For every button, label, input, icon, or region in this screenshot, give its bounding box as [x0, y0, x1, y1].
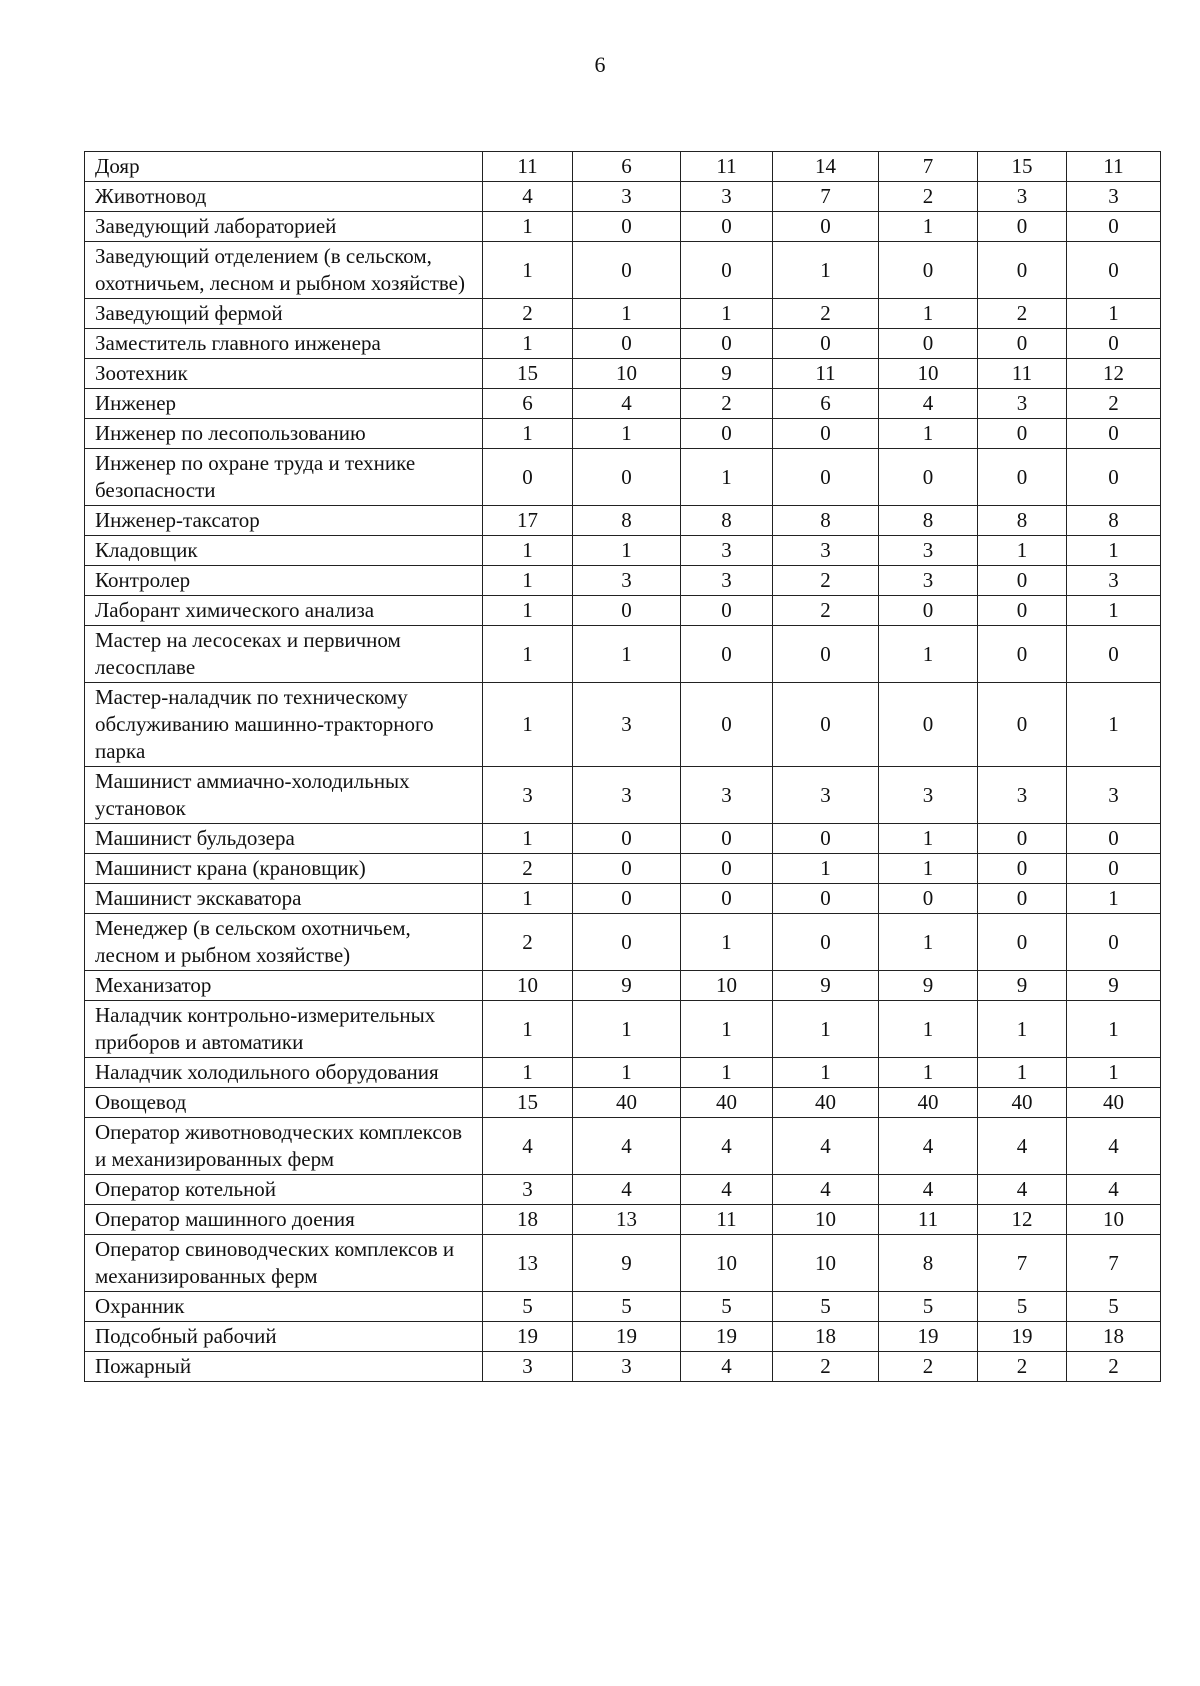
- value-cell: 0: [681, 242, 773, 299]
- value-cell: 0: [681, 683, 773, 767]
- value-cell: 1: [483, 1001, 573, 1058]
- value-cell: 1: [773, 242, 879, 299]
- value-cell: 1: [483, 683, 573, 767]
- value-cell: 0: [681, 854, 773, 884]
- table-row: [85, 419, 1161, 449]
- value-cell: 3: [1067, 566, 1161, 596]
- value-cell: 1: [483, 626, 573, 683]
- value-cell: 15: [978, 152, 1067, 182]
- value-cell: 11: [879, 1205, 978, 1235]
- value-cell: 0: [483, 449, 573, 506]
- value-cell: 0: [773, 212, 879, 242]
- value-cell: 3: [978, 767, 1067, 824]
- value-cell: 1: [681, 299, 773, 329]
- value-cell: 8: [681, 506, 773, 536]
- value-cell: 5: [573, 1292, 681, 1322]
- value-cell: 2: [773, 299, 879, 329]
- value-cell: 0: [1067, 212, 1161, 242]
- value-cell: 19: [573, 1322, 681, 1352]
- table-row: [85, 1118, 1161, 1175]
- value-cell: 40: [573, 1088, 681, 1118]
- value-cell: 2: [978, 1352, 1067, 1382]
- value-cell: 1: [1067, 536, 1161, 566]
- value-cell: 0: [978, 212, 1067, 242]
- value-cell: 1: [879, 854, 978, 884]
- value-cell: 12: [978, 1205, 1067, 1235]
- value-cell: 0: [573, 914, 681, 971]
- value-cell: 8: [773, 506, 879, 536]
- value-cell: 1: [879, 824, 978, 854]
- page-number: 6: [594, 52, 606, 77]
- value-cell: 7: [773, 182, 879, 212]
- occupation-cell: Инженер по охране труда и технике безопасности: [85, 449, 483, 506]
- value-cell: 1: [483, 212, 573, 242]
- value-cell: 1: [483, 329, 573, 359]
- value-cell: 2: [773, 1352, 879, 1382]
- value-cell: 0: [1067, 854, 1161, 884]
- value-cell: 1: [573, 1001, 681, 1058]
- value-cell: 0: [978, 449, 1067, 506]
- value-cell: 4: [773, 1175, 879, 1205]
- occupation-cell: Животновод: [85, 182, 483, 212]
- value-cell: 0: [978, 884, 1067, 914]
- value-cell: 4: [879, 1118, 978, 1175]
- value-cell: 10: [773, 1205, 879, 1235]
- value-cell: 13: [483, 1235, 573, 1292]
- value-cell: 1: [573, 626, 681, 683]
- value-cell: 1: [978, 1001, 1067, 1058]
- value-cell: 3: [773, 767, 879, 824]
- value-cell: 4: [681, 1352, 773, 1382]
- staffing-table: [84, 151, 1161, 1382]
- occupation-cell: Оператор котельной: [85, 1175, 483, 1205]
- occupation-cell: Оператор машинного доения: [85, 1205, 483, 1235]
- value-cell: 3: [978, 182, 1067, 212]
- value-cell: 0: [681, 824, 773, 854]
- value-cell: 10: [773, 1235, 879, 1292]
- value-cell: 40: [879, 1088, 978, 1118]
- value-cell: 7: [1067, 1235, 1161, 1292]
- value-cell: 9: [573, 1235, 681, 1292]
- value-cell: 19: [681, 1322, 773, 1352]
- value-cell: 4: [681, 1118, 773, 1175]
- value-cell: 3: [483, 767, 573, 824]
- table-row: [85, 1352, 1161, 1382]
- value-cell: 11: [681, 152, 773, 182]
- value-cell: 4: [483, 182, 573, 212]
- occupation-cell: Машинист экскаватора: [85, 884, 483, 914]
- value-cell: 3: [573, 683, 681, 767]
- value-cell: 0: [978, 329, 1067, 359]
- value-cell: 15: [483, 359, 573, 389]
- value-cell: 19: [483, 1322, 573, 1352]
- value-cell: 18: [1067, 1322, 1161, 1352]
- value-cell: 1: [879, 299, 978, 329]
- value-cell: 0: [573, 329, 681, 359]
- table-row: [85, 212, 1161, 242]
- value-cell: 0: [879, 596, 978, 626]
- value-cell: 0: [879, 329, 978, 359]
- occupation-cell: Машинист крана (крановщик): [85, 854, 483, 884]
- occupation-cell: Инженер по лесопользованию: [85, 419, 483, 449]
- value-cell: 1: [879, 1001, 978, 1058]
- value-cell: 1: [483, 884, 573, 914]
- value-cell: 0: [1067, 824, 1161, 854]
- value-cell: 11: [483, 152, 573, 182]
- value-cell: 3: [573, 1352, 681, 1382]
- table-row: [85, 1088, 1161, 1118]
- value-cell: 0: [773, 683, 879, 767]
- table-row: [85, 566, 1161, 596]
- occupation-cell: Заведующий отделением (в сельском, охотничьем, лесном и рыбном хозяйстве): [85, 242, 483, 299]
- occupation-cell: Лаборант химического анализа: [85, 596, 483, 626]
- table-row: [85, 854, 1161, 884]
- value-cell: 1: [879, 626, 978, 683]
- occupation-cell: Мастер на лесосеках и первичном лесосплаве: [85, 626, 483, 683]
- value-cell: 1: [573, 419, 681, 449]
- value-cell: 10: [681, 1235, 773, 1292]
- value-cell: 0: [773, 626, 879, 683]
- occupation-cell: Мастер-наладчик по техническому обслуживанию машинно-тракторного парка: [85, 683, 483, 767]
- value-cell: 3: [879, 566, 978, 596]
- value-cell: 1: [573, 299, 681, 329]
- value-cell: 3: [681, 767, 773, 824]
- table-row: [85, 242, 1161, 299]
- value-cell: 2: [1067, 1352, 1161, 1382]
- occupation-cell: Наладчик холодильного оборудования: [85, 1058, 483, 1088]
- value-cell: 40: [681, 1088, 773, 1118]
- value-cell: 0: [573, 854, 681, 884]
- table-row: [85, 971, 1161, 1001]
- value-cell: 0: [1067, 914, 1161, 971]
- value-cell: 1: [681, 1058, 773, 1088]
- value-cell: 0: [681, 884, 773, 914]
- value-cell: 0: [978, 914, 1067, 971]
- value-cell: 4: [879, 389, 978, 419]
- value-cell: 4: [879, 1175, 978, 1205]
- occupation-cell: Заведующий фермой: [85, 299, 483, 329]
- value-cell: 4: [573, 1175, 681, 1205]
- value-cell: 11: [978, 359, 1067, 389]
- value-cell: 8: [879, 1235, 978, 1292]
- value-cell: 1: [483, 596, 573, 626]
- table-row: [85, 683, 1161, 767]
- value-cell: 0: [681, 626, 773, 683]
- value-cell: 9: [573, 971, 681, 1001]
- value-cell: 1: [1067, 683, 1161, 767]
- value-cell: 1: [879, 212, 978, 242]
- table-row: [85, 1292, 1161, 1322]
- value-cell: 17: [483, 506, 573, 536]
- value-cell: 1: [978, 1058, 1067, 1088]
- value-cell: 4: [1067, 1118, 1161, 1175]
- value-cell: 2: [978, 299, 1067, 329]
- value-cell: 0: [681, 419, 773, 449]
- table-row: [85, 596, 1161, 626]
- value-cell: 10: [573, 359, 681, 389]
- occupation-cell: Менеджер (в сельском охотничьем, лесном и рыбном хозяйстве): [85, 914, 483, 971]
- value-cell: 0: [573, 449, 681, 506]
- value-cell: 3: [879, 767, 978, 824]
- table-row: [85, 299, 1161, 329]
- value-cell: 0: [1067, 242, 1161, 299]
- value-cell: 2: [879, 1352, 978, 1382]
- table-row: [85, 329, 1161, 359]
- occupation-cell: Наладчик контрольно-измерительных приборов и автоматики: [85, 1001, 483, 1058]
- value-cell: 12: [1067, 359, 1161, 389]
- value-cell: 19: [978, 1322, 1067, 1352]
- value-cell: 0: [681, 329, 773, 359]
- value-cell: 15: [483, 1088, 573, 1118]
- occupation-cell: Машинист аммиачно-холодильных установок: [85, 767, 483, 824]
- value-cell: 4: [978, 1118, 1067, 1175]
- value-cell: 40: [978, 1088, 1067, 1118]
- value-cell: 18: [773, 1322, 879, 1352]
- value-cell: 0: [573, 212, 681, 242]
- value-cell: 1: [483, 1058, 573, 1088]
- value-cell: 2: [483, 854, 573, 884]
- value-cell: 1: [1067, 299, 1161, 329]
- table-row: [85, 1001, 1161, 1058]
- value-cell: 0: [978, 854, 1067, 884]
- value-cell: 8: [879, 506, 978, 536]
- value-cell: 1: [978, 536, 1067, 566]
- value-cell: 10: [483, 971, 573, 1001]
- value-cell: 0: [1067, 419, 1161, 449]
- value-cell: 14: [773, 152, 879, 182]
- value-cell: 3: [978, 389, 1067, 419]
- value-cell: 1: [879, 419, 978, 449]
- table-row: [85, 1322, 1161, 1352]
- value-cell: 2: [483, 914, 573, 971]
- table-row: [85, 1175, 1161, 1205]
- value-cell: 0: [879, 449, 978, 506]
- value-cell: 0: [573, 884, 681, 914]
- value-cell: 7: [978, 1235, 1067, 1292]
- value-cell: 0: [773, 449, 879, 506]
- occupation-cell: Дояр: [85, 152, 483, 182]
- table-row: [85, 626, 1161, 683]
- value-cell: 1: [1067, 1001, 1161, 1058]
- table-body: [85, 152, 1161, 1382]
- value-cell: 0: [978, 824, 1067, 854]
- value-cell: 19: [879, 1322, 978, 1352]
- value-cell: 0: [573, 242, 681, 299]
- value-cell: 4: [773, 1118, 879, 1175]
- value-cell: 10: [1067, 1205, 1161, 1235]
- value-cell: 6: [483, 389, 573, 419]
- value-cell: 8: [978, 506, 1067, 536]
- occupation-cell: Охранник: [85, 1292, 483, 1322]
- table-row: [85, 152, 1161, 182]
- table-row: [85, 506, 1161, 536]
- occupation-cell: Овощевод: [85, 1088, 483, 1118]
- value-cell: 0: [978, 419, 1067, 449]
- value-cell: 11: [1067, 152, 1161, 182]
- value-cell: 4: [681, 1175, 773, 1205]
- value-cell: 9: [773, 971, 879, 1001]
- value-cell: 5: [681, 1292, 773, 1322]
- occupation-cell: Контролер: [85, 566, 483, 596]
- value-cell: 7: [879, 152, 978, 182]
- value-cell: 9: [978, 971, 1067, 1001]
- value-cell: 1: [773, 854, 879, 884]
- value-cell: 0: [978, 242, 1067, 299]
- value-cell: 0: [978, 566, 1067, 596]
- value-cell: 1: [483, 566, 573, 596]
- value-cell: 0: [573, 596, 681, 626]
- value-cell: 3: [681, 566, 773, 596]
- table-row: [85, 359, 1161, 389]
- value-cell: 3: [681, 182, 773, 212]
- value-cell: 2: [773, 596, 879, 626]
- occupation-cell: Подсобный рабочий: [85, 1322, 483, 1352]
- value-cell: 8: [573, 506, 681, 536]
- value-cell: 2: [773, 566, 879, 596]
- table-row: [85, 449, 1161, 506]
- occupation-cell: Заместитель главного инженера: [85, 329, 483, 359]
- occupation-cell: Пожарный: [85, 1352, 483, 1382]
- table-row: [85, 536, 1161, 566]
- table-row: [85, 824, 1161, 854]
- value-cell: 1: [1067, 596, 1161, 626]
- occupation-cell: Инженер-таксатор: [85, 506, 483, 536]
- table-row: [85, 767, 1161, 824]
- value-cell: 0: [978, 626, 1067, 683]
- value-cell: 0: [879, 884, 978, 914]
- table-row: [85, 1205, 1161, 1235]
- value-cell: 5: [1067, 1292, 1161, 1322]
- value-cell: 4: [483, 1118, 573, 1175]
- value-cell: 1: [773, 1058, 879, 1088]
- value-cell: 1: [879, 1058, 978, 1088]
- value-cell: 8: [1067, 506, 1161, 536]
- value-cell: 9: [681, 359, 773, 389]
- value-cell: 1: [483, 536, 573, 566]
- occupation-cell: Оператор свиноводческих комплексов и механизированных ферм: [85, 1235, 483, 1292]
- value-cell: 0: [773, 914, 879, 971]
- value-cell: 3: [773, 536, 879, 566]
- value-cell: 10: [681, 971, 773, 1001]
- occupation-cell: Заведующий лабораторией: [85, 212, 483, 242]
- value-cell: 4: [978, 1175, 1067, 1205]
- value-cell: 1: [1067, 1058, 1161, 1088]
- occupation-cell: Машинист бульдозера: [85, 824, 483, 854]
- value-cell: 40: [1067, 1088, 1161, 1118]
- table-row: [85, 914, 1161, 971]
- value-cell: 18: [483, 1205, 573, 1235]
- value-cell: 0: [978, 596, 1067, 626]
- value-cell: 0: [681, 212, 773, 242]
- value-cell: 1: [483, 824, 573, 854]
- value-cell: 3: [483, 1175, 573, 1205]
- table-row: [85, 1235, 1161, 1292]
- table-row: [85, 884, 1161, 914]
- occupation-cell: Оператор животноводческих комплексов и механизированных ферм: [85, 1118, 483, 1175]
- value-cell: 1: [773, 1001, 879, 1058]
- value-cell: 5: [978, 1292, 1067, 1322]
- table-row: [85, 182, 1161, 212]
- value-cell: 2: [879, 182, 978, 212]
- value-cell: 11: [681, 1205, 773, 1235]
- value-cell: 11: [773, 359, 879, 389]
- value-cell: 1: [681, 449, 773, 506]
- value-cell: 0: [773, 419, 879, 449]
- value-cell: 5: [483, 1292, 573, 1322]
- value-cell: 0: [1067, 329, 1161, 359]
- value-cell: 0: [879, 242, 978, 299]
- occupation-cell: Механизатор: [85, 971, 483, 1001]
- value-cell: 1: [681, 914, 773, 971]
- table-row: [85, 389, 1161, 419]
- value-cell: 0: [573, 824, 681, 854]
- value-cell: 0: [978, 683, 1067, 767]
- value-cell: 3: [1067, 767, 1161, 824]
- value-cell: 13: [573, 1205, 681, 1235]
- value-cell: 3: [573, 182, 681, 212]
- value-cell: 3: [483, 1352, 573, 1382]
- value-cell: 0: [1067, 449, 1161, 506]
- value-cell: 0: [773, 329, 879, 359]
- value-cell: 1: [681, 1001, 773, 1058]
- value-cell: 0: [1067, 626, 1161, 683]
- value-cell: 0: [681, 596, 773, 626]
- value-cell: 1: [573, 536, 681, 566]
- value-cell: 3: [681, 536, 773, 566]
- value-cell: 4: [573, 1118, 681, 1175]
- value-cell: 3: [573, 566, 681, 596]
- value-cell: 10: [879, 359, 978, 389]
- value-cell: 2: [483, 299, 573, 329]
- value-cell: 6: [573, 152, 681, 182]
- table-row: [85, 1058, 1161, 1088]
- value-cell: 5: [773, 1292, 879, 1322]
- value-cell: 1: [483, 242, 573, 299]
- value-cell: 4: [1067, 1175, 1161, 1205]
- value-cell: 1: [1067, 884, 1161, 914]
- value-cell: 1: [483, 419, 573, 449]
- value-cell: 3: [1067, 182, 1161, 212]
- occupation-cell: Кладовщик: [85, 536, 483, 566]
- value-cell: 1: [879, 914, 978, 971]
- value-cell: 0: [773, 884, 879, 914]
- value-cell: 3: [879, 536, 978, 566]
- value-cell: 3: [573, 767, 681, 824]
- value-cell: 2: [681, 389, 773, 419]
- occupation-cell: Зоотехник: [85, 359, 483, 389]
- value-cell: 9: [879, 971, 978, 1001]
- value-cell: 5: [879, 1292, 978, 1322]
- value-cell: 6: [773, 389, 879, 419]
- value-cell: 2: [1067, 389, 1161, 419]
- value-cell: 0: [879, 683, 978, 767]
- value-cell: 9: [1067, 971, 1161, 1001]
- occupation-cell: Инженер: [85, 389, 483, 419]
- value-cell: 1: [573, 1058, 681, 1088]
- value-cell: 40: [773, 1088, 879, 1118]
- value-cell: 0: [773, 824, 879, 854]
- value-cell: 4: [573, 389, 681, 419]
